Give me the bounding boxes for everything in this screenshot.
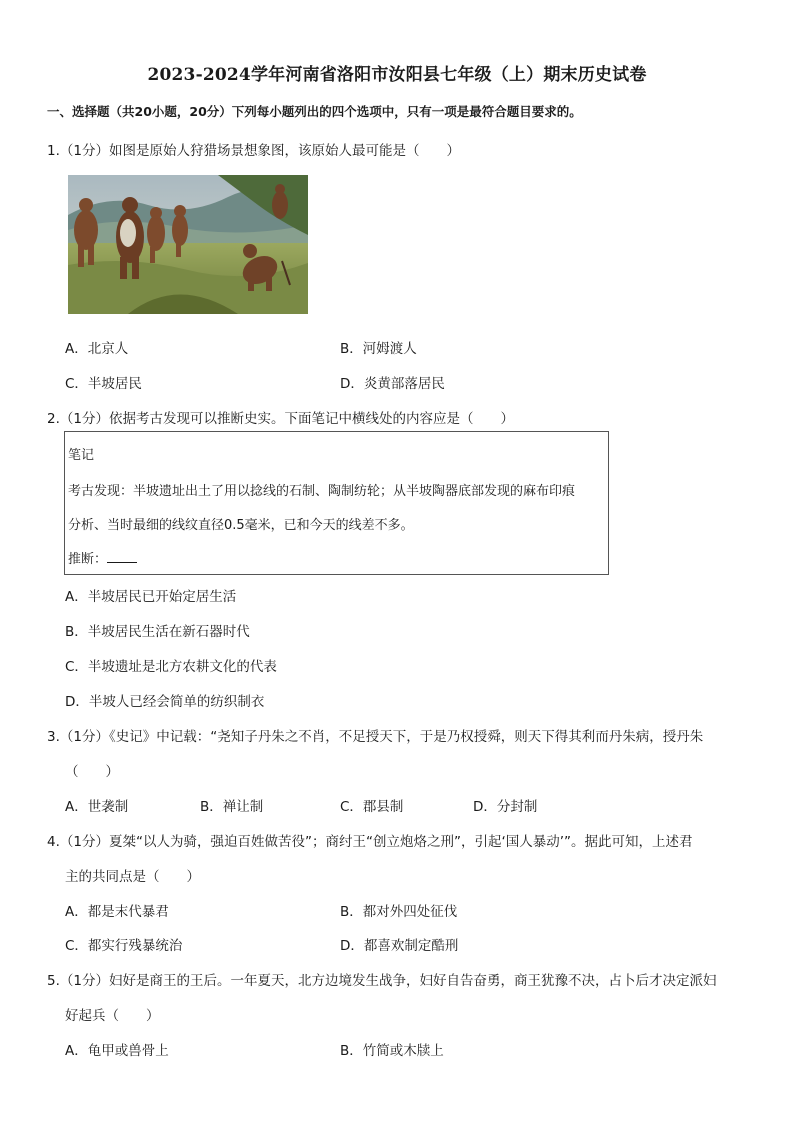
note-heading: 笔记 — [68, 448, 95, 463]
question-3-option-d: D．分封制 — [473, 799, 538, 815]
section-heading: 一、选择题（共20小题，20分）下列每小题列出的四个选项中，只有一项是最符合题目要求的。 — [47, 104, 582, 119]
question-1-stem: 1.（1分）如图是原始人狩猎场景想象图，该原始人最可能是（ ） — [47, 143, 460, 159]
note-line-2: 分析、当时最细的线纹直径0.5毫米，已和今天的线差不多。 — [68, 518, 414, 533]
question-4-stem-line-2: 主的共同点是（ ） — [65, 869, 200, 885]
question-1-option-a: A．北京人 — [65, 341, 129, 357]
question-2-stem: 2.（1分）依据考古发现可以推断史实。下面笔记中横线处的内容应是（ ） — [47, 411, 514, 427]
answer-blank — [107, 550, 137, 563]
question-4-option-d: D．都喜欢制定酷刑 — [340, 938, 459, 954]
question-3-option-c: C．郡县制 — [340, 799, 404, 815]
question-3-option-a: A．世袭制 — [65, 799, 129, 815]
note-line-3 — [68, 548, 137, 567]
question-1-option-b: B．河姆渡人 — [340, 341, 417, 357]
question-1-option-d: D．炎黄部落居民 — [340, 376, 445, 392]
question-4-option-c: C．都实行残暴统治 — [65, 938, 183, 954]
note-box — [64, 431, 609, 575]
question-3-stem-line-1: 3.（1分）《史记》中记载：“尧知子丹朱之不肖，不足授天下，于是乃权授舜，则天下得其利而丹朱病，授丹朱 — [47, 729, 704, 745]
question-4-option-b: B．都对外四处征伐 — [340, 904, 458, 920]
question-2-option-c: C．半坡遗址是北方农耕文化的代表 — [65, 659, 277, 675]
question-4-stem-line-1: 4.（1分）夏桀“以人为骑，强迫百姓做苦役”；商纣王“创立炮烙之刑”，引起‘国人暴动’”。据此可知，上述君 — [47, 834, 693, 850]
question-1-option-c: C．半坡居民 — [65, 376, 142, 392]
question-2-option-d: D．半坡人已经会简单的纺织制衣 — [65, 694, 265, 710]
question-5-stem-line-2: 好起兵（ ） — [65, 1008, 160, 1024]
page-title: 2023-2024学年河南省洛阳市汝阳县七年级（上）期末历史试卷 — [147, 65, 647, 85]
note-line-1: 考古发现：半坡遗址出土了用以捻线的石制、陶制纺轮；从半坡陶器底部发现的麻布印痕 — [68, 484, 576, 499]
question-3-stem-line-2: （ ） — [65, 764, 119, 780]
question-2-option-b: B．半坡居民生活在新石器时代 — [65, 624, 250, 640]
question-5-stem-line-1: 5.（1分）妇好是商王的王后。一年夏天，北方边境发生战争，妇好自告奋勇，商王犹豫不决，占卜后才决定派妇 — [47, 973, 717, 989]
question-2-option-a: A．半坡居民已开始定居生活 — [65, 589, 237, 605]
question-4-option-a: A．都是末代暴君 — [65, 904, 169, 920]
hunting-scene-image — [68, 175, 308, 314]
note-inference-label: 推断： — [68, 552, 108, 567]
question-5-option-a: A．龟甲或兽骨上 — [65, 1043, 169, 1059]
question-5-option-b: B．竹简或木牍上 — [340, 1043, 444, 1059]
question-3-option-b: B．禅让制 — [200, 799, 264, 815]
